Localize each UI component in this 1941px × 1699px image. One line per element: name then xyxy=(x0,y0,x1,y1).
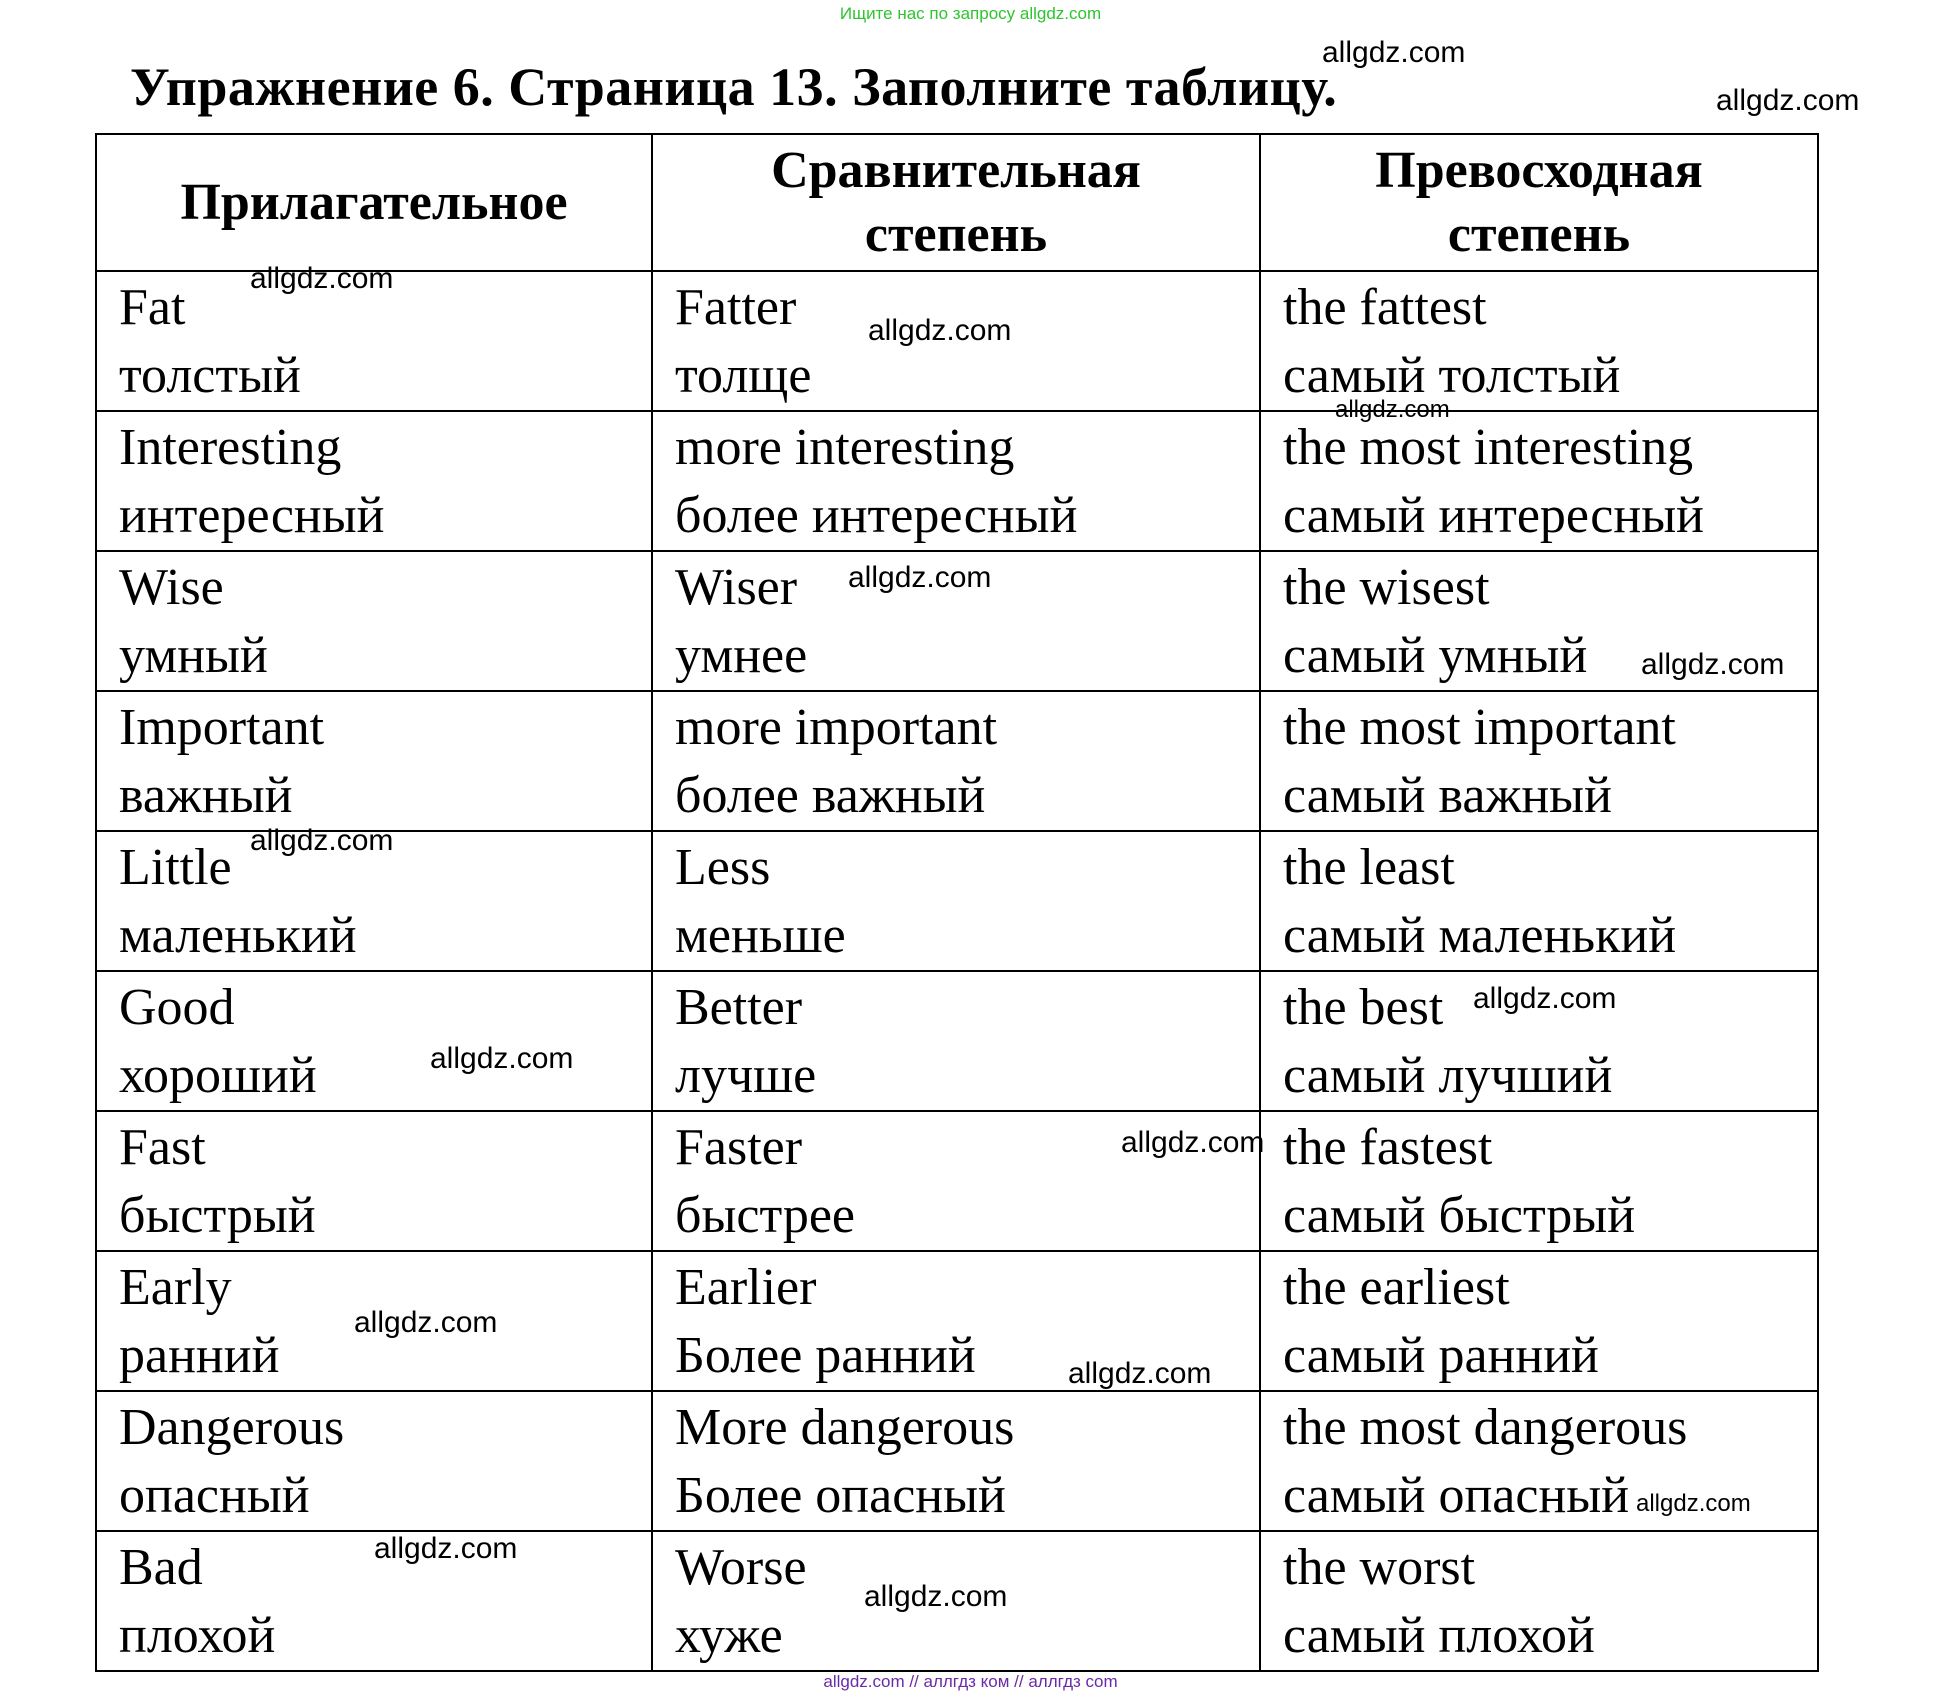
comparative-russian: умнее xyxy=(675,627,808,684)
header-comparative xyxy=(652,134,1260,271)
comparative-english: Faster xyxy=(675,1119,803,1176)
comparative-english: More dangerous xyxy=(675,1399,1015,1456)
cell-comparative xyxy=(652,971,1260,1111)
adjective-russian: плохой xyxy=(119,1607,276,1664)
adjective-russian: маленький xyxy=(119,907,357,964)
superlative-english: the earliest xyxy=(1283,1259,1510,1316)
superlative-russian: самый маленький xyxy=(1283,907,1677,964)
header-superlative-text: Превосходная степень xyxy=(1375,141,1703,263)
watermark: allgdz.com xyxy=(1473,982,1617,1015)
table-row xyxy=(96,411,1818,551)
cell-superlative xyxy=(1260,1531,1818,1671)
header-comparative-text: Сравнительная степень xyxy=(771,141,1141,263)
watermark: allgdz.com xyxy=(374,1532,518,1565)
watermark: allgdz.com xyxy=(1068,1357,1212,1390)
superlative-english: the least xyxy=(1283,839,1455,896)
watermark: allgdz.com xyxy=(250,824,394,857)
table-row xyxy=(96,691,1818,831)
adjective-english: Interesting xyxy=(119,419,342,476)
superlative-russian: самый интересный xyxy=(1283,487,1704,544)
cell-adjective xyxy=(96,691,652,831)
adjective-russian: важный xyxy=(119,767,293,824)
adjectives-table xyxy=(95,133,1819,1672)
comparative-russian: быстрее xyxy=(675,1187,855,1244)
footer: allgdz.com // аллгдз ком // аллгдз com xyxy=(823,1672,1118,1691)
comparative-russian: хуже xyxy=(675,1607,783,1664)
watermark: allgdz.com xyxy=(868,314,1012,347)
watermark: allgdz.com xyxy=(1335,396,1450,423)
cell-adjective xyxy=(96,971,652,1111)
adjective-english: Little xyxy=(119,839,232,896)
superlative-english: the best xyxy=(1283,979,1444,1036)
comparative-english: Less xyxy=(675,839,771,896)
cell-adjective xyxy=(96,1111,652,1251)
watermark: allgdz.com xyxy=(430,1042,574,1075)
cell-superlative xyxy=(1260,831,1818,971)
superlative-english: the fattest xyxy=(1283,279,1487,336)
superlative-english: the most interesting xyxy=(1283,419,1694,476)
header-adjective: Прилагательное xyxy=(96,134,652,271)
table-row xyxy=(96,1391,1818,1531)
watermark: allgdz.com xyxy=(250,262,394,295)
cell-comparative xyxy=(652,1391,1260,1531)
adjective-russian: интересный xyxy=(119,487,385,544)
adjective-english: Bad xyxy=(119,1539,203,1596)
comparative-russian: Более опасный xyxy=(675,1467,1006,1524)
adjective-russian: хороший xyxy=(119,1047,317,1104)
comparative-russian: меньше xyxy=(675,907,846,964)
adjective-russian: ранний xyxy=(119,1327,280,1384)
superlative-english: the fastest xyxy=(1283,1119,1493,1176)
comparative-russian: Более ранний xyxy=(675,1327,976,1384)
cell-comparative xyxy=(652,691,1260,831)
superlative-russian: самый умный xyxy=(1283,627,1588,684)
cell-adjective xyxy=(96,1391,652,1531)
superlative-russian: самый лучший xyxy=(1283,1047,1613,1104)
adjective-english: Important xyxy=(119,699,325,756)
comparative-russian: более интересный xyxy=(675,487,1078,544)
superlative-russian: самый плохой xyxy=(1283,1607,1595,1664)
adjective-russian: быстрый xyxy=(119,1187,316,1244)
cell-superlative xyxy=(1260,271,1818,411)
adjective-english: Fat xyxy=(119,279,186,336)
page-title: Упражнение 6. Страница 13. Заполните таблицу. xyxy=(130,57,1338,117)
comparative-english: Worse xyxy=(675,1539,807,1596)
watermark: allgdz.com xyxy=(1716,84,1860,117)
adjective-english: Fast xyxy=(119,1119,206,1176)
adjective-english: Dangerous xyxy=(119,1399,345,1456)
comparative-english: Earlier xyxy=(675,1259,817,1316)
watermark: allgdz.com xyxy=(1121,1126,1265,1159)
adjective-russian: толстый xyxy=(119,347,301,404)
superlative-russian: самый важный xyxy=(1283,767,1612,824)
watermark: allgdz.com xyxy=(848,561,992,594)
superlative-english: the most dangerous xyxy=(1283,1399,1688,1456)
comparative-english: more interesting xyxy=(675,419,1015,476)
adjective-russian: опасный xyxy=(119,1467,310,1524)
superlative-english: the most important xyxy=(1283,699,1676,756)
cell-adjective xyxy=(96,551,652,691)
cell-comparative xyxy=(652,411,1260,551)
comparative-russian: толще xyxy=(675,347,812,404)
cell-superlative xyxy=(1260,1251,1818,1391)
cell-superlative xyxy=(1260,411,1818,551)
watermark: allgdz.com xyxy=(1641,648,1785,681)
comparative-russian: более важный xyxy=(675,767,986,824)
cell-adjective xyxy=(96,411,652,551)
adjective-english: Wise xyxy=(119,559,224,616)
comparative-english: more important xyxy=(675,699,998,756)
watermark: allgdz.com xyxy=(1322,36,1466,69)
adjective-english: Good xyxy=(119,979,235,1036)
table-header-row xyxy=(96,134,1818,271)
cell-superlative xyxy=(1260,1111,1818,1251)
superlative-english: the worst xyxy=(1283,1539,1476,1596)
comparative-russian: лучше xyxy=(675,1047,817,1104)
header-superlative xyxy=(1260,134,1818,271)
superlative-russian: самый быстрый xyxy=(1283,1187,1636,1244)
watermark: allgdz.com xyxy=(864,1580,1008,1613)
table-row xyxy=(96,1111,1818,1251)
superlative-russian: самый толстый xyxy=(1283,347,1621,404)
comparative-english: Wiser xyxy=(675,559,798,616)
watermark: allgdz.com xyxy=(354,1306,498,1339)
superlative-english: the wisest xyxy=(1283,559,1490,616)
watermark: allgdz.com xyxy=(1636,1490,1751,1517)
top-banner: Ищите нас по запросу allgdz.com xyxy=(839,4,1102,23)
comparative-english: Better xyxy=(675,979,803,1036)
cell-comparative xyxy=(652,831,1260,971)
adjective-english: Early xyxy=(119,1259,232,1316)
comparative-english: Fatter xyxy=(675,279,797,336)
superlative-russian: самый опасный xyxy=(1283,1467,1630,1524)
superlative-russian: самый ранний xyxy=(1283,1327,1599,1384)
cell-superlative xyxy=(1260,691,1818,831)
adjective-russian: умный xyxy=(119,627,268,684)
